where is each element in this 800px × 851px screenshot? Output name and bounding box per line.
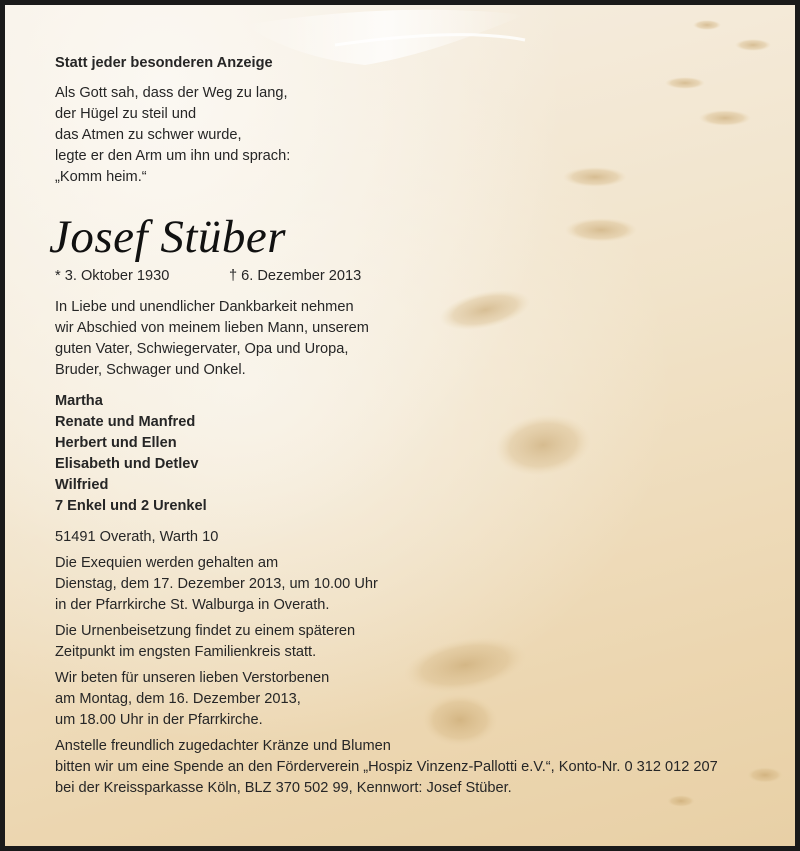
donation-line: bitten wir um eine Spende an den Förderverein „Hospiz Vinzenz-Pallotti e.V.“, Konto-Nr. 0 312 012 207 (55, 759, 718, 775)
exequies-line: in der Pfarrkirche St. Walburga in Overath. (55, 597, 330, 613)
prayer-line: um 18.00 Uhr in der Pfarrkirche. (55, 712, 263, 728)
notice-header: Statt jeder besonderen Anzeige (55, 55, 273, 71)
footprint (747, 767, 783, 783)
exequies-line: Die Exequien werden gehalten am (55, 555, 279, 571)
farewell-line: wir Abschied von meinem lieben Mann, unserem (55, 320, 369, 336)
exequies-line: Dienstag, dem 17. Dezember 2013, um 10.00 Uhr (55, 576, 378, 592)
donation-line: Anstelle freundlich zugedachter Kränze und Blumen (55, 738, 391, 754)
donation-line: bei der Kreissparkasse Köln, BLZ 370 502 99, Kennwort: Josef Stüber. (55, 780, 512, 796)
farewell-line: guten Vater, Schwiegervater, Opa und Uropa, (55, 341, 349, 357)
prayer-line: Wir beten für unseren lieben Verstorbenen (55, 670, 330, 686)
mourner: Elisabeth und Detlev (55, 456, 199, 472)
mourner: Renate und Manfred (55, 414, 196, 430)
address: 51491 Overath, Warth 10 (55, 529, 219, 545)
obituary-text (49, 53, 745, 799)
prayer-info (55, 668, 745, 731)
urn-line: Die Urnenbeisetzung findet zu einem späteren (55, 623, 356, 639)
mourner: Martha (55, 393, 103, 409)
farewell-line: In Liebe und unendlicher Dankbarkeit nehmen (55, 299, 354, 315)
prayer-line: am Montag, dem 16. Dezember 2013, (55, 691, 301, 707)
mourner: Wilfried (55, 477, 109, 493)
poem-line: der Hügel zu steil und (55, 106, 197, 122)
poem-line: Als Gott sah, dass der Weg zu lang, (55, 85, 288, 101)
exequies-info (55, 553, 745, 616)
mourners-list (55, 391, 745, 517)
footprint (693, 20, 721, 30)
urn-burial-info (55, 621, 745, 663)
urn-line: Zeitpunkt im engsten Familienkreis statt. (55, 644, 317, 660)
birth-date: * 3. Oktober 1930 (55, 268, 170, 284)
poem (55, 83, 745, 188)
poem-line: legte er den Arm um ihn und sprach: (55, 148, 291, 164)
donation-request (55, 736, 745, 799)
life-dates (55, 266, 745, 287)
mourner: 7 Enkel und 2 Urenkel (55, 498, 207, 514)
deceased-name: Josef Stüber (49, 211, 287, 263)
farewell-text (55, 297, 745, 381)
death-date: † 6. Dezember 2013 (229, 268, 362, 284)
mourner: Herbert und Ellen (55, 435, 177, 451)
footprint (735, 39, 771, 51)
poem-line: „Komm heim.“ (55, 169, 147, 185)
poem-line: das Atmen zu schwer wurde, (55, 127, 242, 143)
farewell-line: Bruder, Schwager und Onkel. (55, 362, 246, 378)
